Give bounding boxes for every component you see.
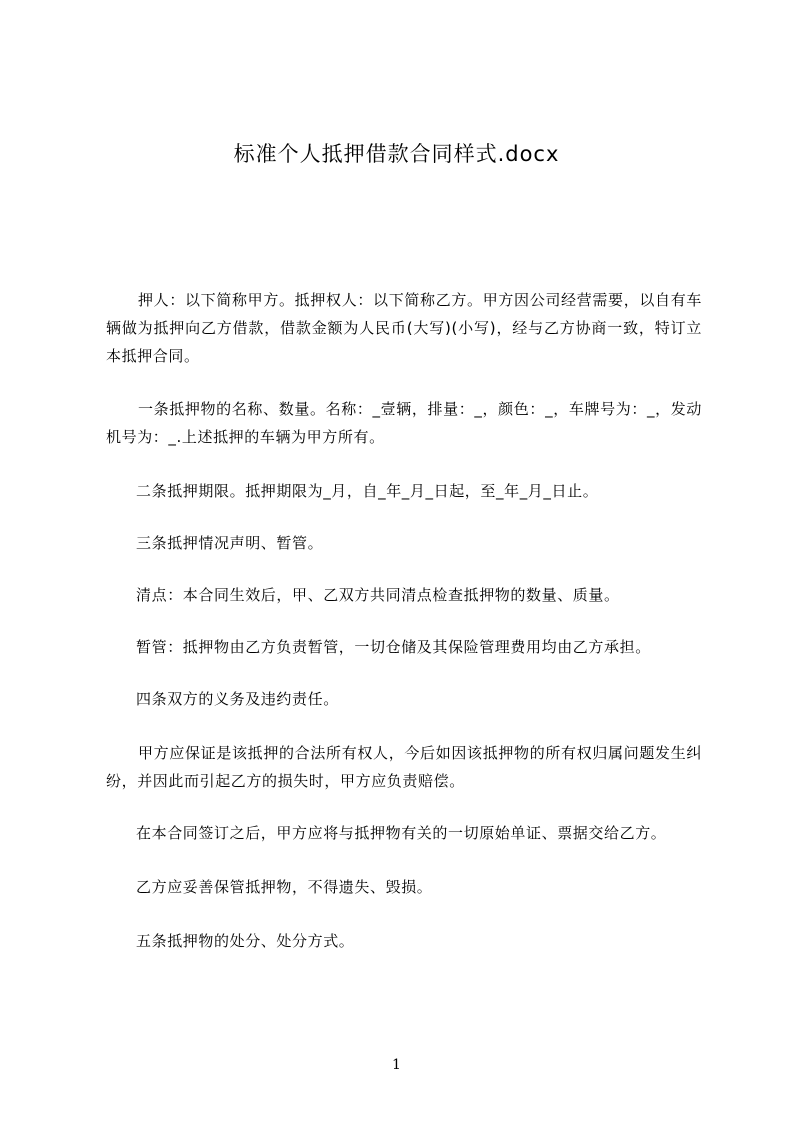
paragraph-article-2: 二条抵押期限。抵押期限为_月，自_年_月_日起，至_年_月_日止。 bbox=[136, 482, 599, 500]
paragraph-party-b-custody: 乙方应妥善保管抵押物，不得遗失、毁损。 bbox=[136, 878, 433, 896]
document-title: 标准个人抵押借款合同样式.docx bbox=[233, 142, 560, 166]
paragraph-article-5: 五条抵押物的处分、处分方式。 bbox=[136, 932, 355, 950]
paragraph-custody: 暂管：抵押物由乙方负责暂管，一切仓储及其保险管理费用均由乙方承担。 bbox=[136, 638, 651, 656]
paragraph-article-1: 一条抵押物的名称、数量。名称：_壹辆，排量：_，颜色：_，车牌号为：_，发动机号为：_.上述抵押的车辆为甲方所有。 bbox=[106, 400, 702, 446]
paragraph-party-a-documents: 在本合同签订之后，甲方应将与抵押物有关的一切原始单证、票据交给乙方。 bbox=[136, 824, 667, 842]
paragraph-party-a-guarantee: 甲方应保证是该抵押的合法所有权人，今后如因该抵押物的所有权归属问题发生纠纷，并因此而引起乙方的损失时，甲方应负责赔偿。 bbox=[106, 744, 702, 790]
paragraph-article-3: 三条抵押情况声明、暂管。 bbox=[136, 534, 324, 552]
paragraph-article-4: 四条双方的义务及违约责任。 bbox=[136, 690, 339, 708]
page-number: 1 bbox=[392, 1057, 401, 1073]
paragraph-preamble: 押人：以下简称甲方。抵押权人：以下简称乙方。甲方因公司经营需要，以自有车辆做为抵押向乙方借款，借款金额为人民币(大写)(小写)，经与乙方协商一致，特订立本抵押合同。 bbox=[106, 291, 702, 365]
paragraph-inventory: 清点：本合同生效后，甲、乙双方共同清点检查抵押物的数量、质量。 bbox=[136, 586, 620, 604]
